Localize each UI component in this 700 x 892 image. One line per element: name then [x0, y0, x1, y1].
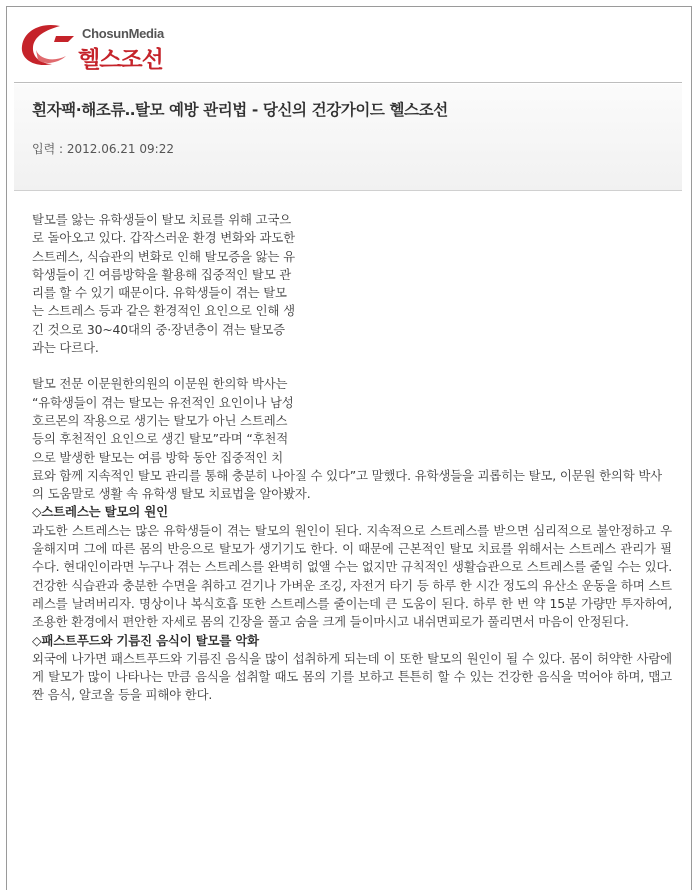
chosun-swoosh-icon — [16, 20, 78, 68]
paragraph-2-part-1: 탈모 전문 이문원한의원의 이문원 한의학 박사는 “유학생들이 겪는 탈모는 유전적인 요인이나 남성호르몬의 작용으로 생기는 탈모가 아닌 스트레스 등의 후천적인 요인으로 생긴 탈모”라며 “후천적으로 발생한 탈모는 여름 방학 동안 집중적인 치 — [32, 376, 294, 465]
brand-name-en: ChosunMedia — [82, 26, 164, 41]
section-heading-fastfood: ◇패스트푸드와 기름진 음식이 탈모를 악화 — [32, 632, 259, 648]
paragraph-2-part-2: 료와 함께 지속적인 탈모 관리를 통해 충분히 나아질 수 있다”고 말했다. 유학생들을 괴롭히는 탈모, 이문원 한의학 박사의 도움말로 생활 속 유학생 탈모 치료법을 알아봤자. — [32, 467, 662, 502]
article-body — [32, 211, 672, 705]
section-body-stress: 과도한 스트레스는 많은 유학생들이 겪는 탈모의 원인이 된다. 지속적으로 스트레스를 받으면 심리적으로 불안정하고 우울해지며 그에 따른 몸의 반응으로 탈모가 생기기도 한다. 이 때문에 근본적인 탈모 치료를 위해서는 스트레스 관리가 필수다. 현대인이라면 누구나 겪는 스트레스를 완벽히 없앨 수는 없지만 규칙적인 생활습관으로 스트레스를 줄일 수는 있다. 건강한 식습관과 충분한 수면을 취하고 걷기나 가벼운 조깅, 자전거 타기 등 하루 한 시간 정도의 유산소 운동을 하며 스트레스를 날려버리자. 명상이나 복식호흡 또한 스트레스를 줄이는데 큰 도움이 된다. 하루 한 번 약 15분 가량만 투자하여, 조용한 환경에서 편안한 자세로 몸의 긴장을 풀고 숨을 크게 들이마시고 내쉬면피로가 풀리면서 마음이 안정된다. — [32, 522, 672, 630]
article-title: 흰자팩·해조류‥탈모 예방 관리법 - 당신의 건강가이드 헬스조선 — [32, 101, 448, 119]
brand-name-ko: 헬스조선 — [78, 47, 163, 73]
article-date: 입력 : 2012.06.21 09:22 — [32, 142, 174, 156]
brand-logo[interactable] — [16, 14, 216, 72]
paragraph-1: 탈모를 앓는 유학생들이 탈모 치료를 위해 고국으로 돌아오고 있다. 갑작스러운 환경 변화와 과도한 스트레스, 식습관의 변화로 인해 탈모증을 앓는 유학생들이 긴 여름방학을 활용해 집중적인 탈모 관리를 할 수 있기 때문이다. 유학생들이 겪는 탈모는 스트레스 등과 같은 환경적인 요인으로 인해 생긴 것으로 30~40대의 중·장년층이 겪는 탈모증과는 다르다. — [32, 212, 295, 356]
section-heading-stress: ◇스트레스는 탈모의 원인 — [32, 504, 168, 520]
header-divider — [14, 82, 682, 83]
section-body-fastfood: 외국에 나가면 패스트푸드와 기름진 음식을 많이 섭취하게 되는데 이 또한 탈모의 원인이 될 수 있다. 몸이 허약한 사람에게 탈모가 많이 나타나는 만큼 음식을 섭취할 때도 몸의 기를 보하고 튼튼히 할 수 있는 건강한 음식을 먹어야 하며, 맵고 짠 음식, 알코올 등을 피해야 한다. — [32, 650, 672, 703]
paragraph-2 — [32, 375, 672, 503]
